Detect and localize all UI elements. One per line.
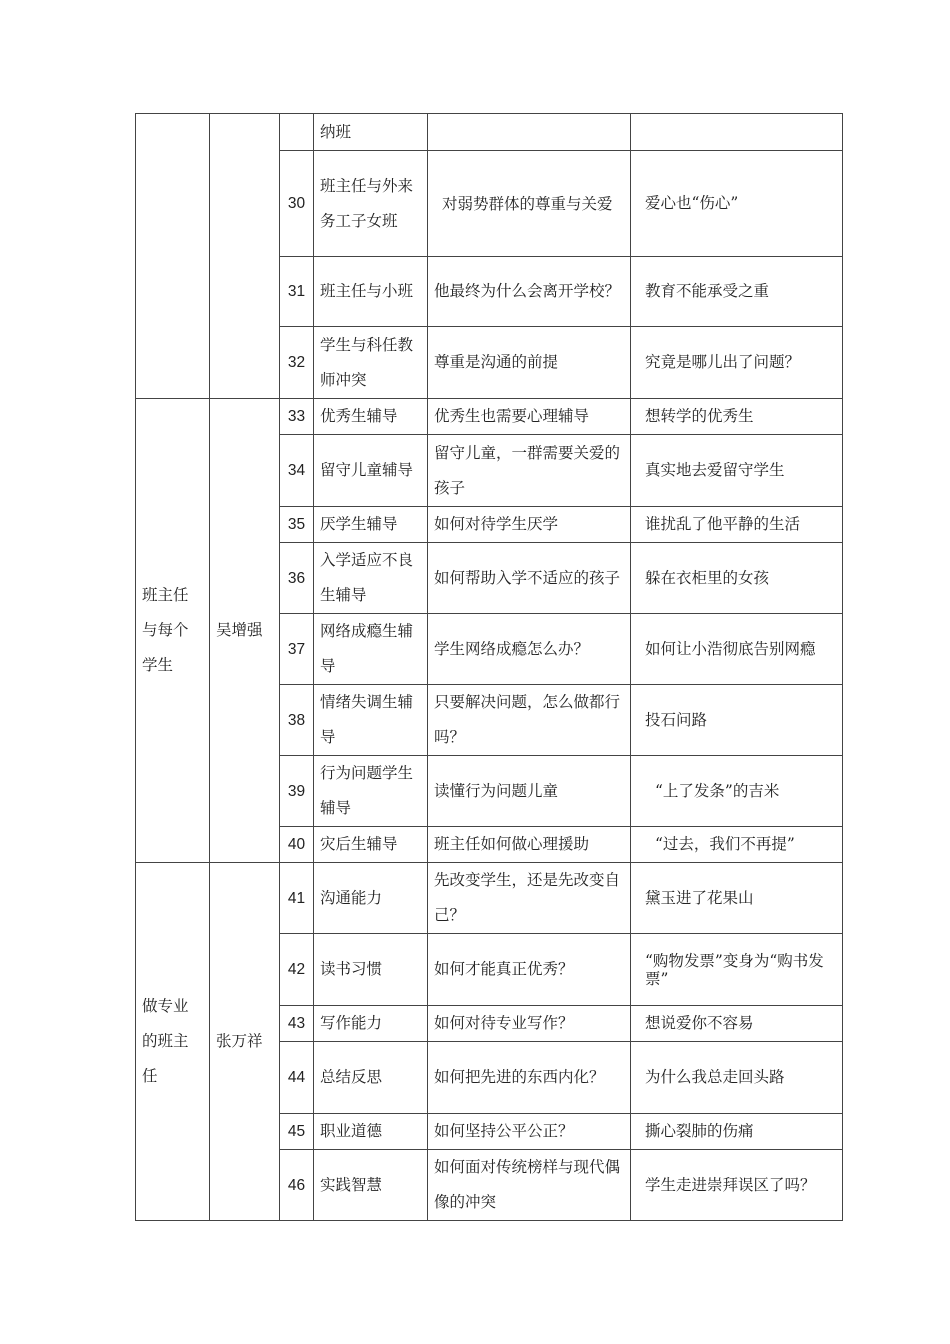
case-cell: 撕心裂肺的伤痛 xyxy=(631,1114,843,1150)
topic-cell: 职业道德 xyxy=(314,1114,428,1150)
row-number: 43 xyxy=(280,1006,314,1042)
table-row xyxy=(136,114,843,151)
case-cell xyxy=(631,114,843,151)
topic-cell: 厌学生辅导 xyxy=(314,507,428,543)
row-number: 39 xyxy=(280,756,314,827)
topic-cell: 优秀生辅导 xyxy=(314,399,428,435)
table-row xyxy=(136,399,843,435)
question-cell: 只要解决问题，怎么做都行吗？ xyxy=(428,685,631,756)
question-cell: 如何把先进的东西内化？ xyxy=(428,1042,631,1114)
case-cell: 躲在衣柜里的女孩 xyxy=(631,543,843,614)
row-number: 32 xyxy=(280,327,314,399)
row-number: 34 xyxy=(280,435,314,507)
row-number: 36 xyxy=(280,543,314,614)
case-cell: “上了发条”的吉米 xyxy=(631,756,843,827)
topic-cell: 总结反思 xyxy=(314,1042,428,1114)
question-cell: 如何帮助入学不适应的孩子 xyxy=(428,543,631,614)
topic-cell: 行为问题学生辅导 xyxy=(314,756,428,827)
topic-cell: 沟通能力 xyxy=(314,863,428,934)
case-cell: 爱心也“伤心” xyxy=(631,151,843,257)
topic-cell: 班主任与外来务工子女班 xyxy=(314,151,428,257)
author-cell: 吴增强 xyxy=(210,399,280,863)
topic-cell: 纳班 xyxy=(314,114,428,151)
row-number: 35 xyxy=(280,507,314,543)
topic-cell: 留守儿童辅导 xyxy=(314,435,428,507)
row-number: 45 xyxy=(280,1114,314,1150)
topic-cell: 班主任与小班 xyxy=(314,257,428,327)
question-cell: 读懂行为问题儿童 xyxy=(428,756,631,827)
question-cell xyxy=(428,114,631,151)
row-number: 44 xyxy=(280,1042,314,1114)
course-table xyxy=(135,113,843,1221)
case-cell: 真实地去爱留守学生 xyxy=(631,435,843,507)
question-cell: 如何面对传统榜样与现代偶像的冲突 xyxy=(428,1150,631,1221)
row-number xyxy=(280,114,314,151)
row-number: 46 xyxy=(280,1150,314,1221)
author-cell xyxy=(210,114,280,399)
question-cell: 如何对待专业写作？ xyxy=(428,1006,631,1042)
question-cell: 优秀生也需要心理辅导 xyxy=(428,399,631,435)
case-cell: 教育不能承受之重 xyxy=(631,257,843,327)
case-cell: 如何让小浩彻底告别网瘾 xyxy=(631,614,843,685)
row-number: 33 xyxy=(280,399,314,435)
topic-cell: 学生与科任教师冲突 xyxy=(314,327,428,399)
section-cell xyxy=(136,114,210,399)
case-cell: 投石问路 xyxy=(631,685,843,756)
case-cell: 想转学的优秀生 xyxy=(631,399,843,435)
question-cell: 先改变学生，还是先改变自己？ xyxy=(428,863,631,934)
row-number: 40 xyxy=(280,827,314,863)
case-cell: “购物发票”变身为“购书发票” xyxy=(631,934,843,1006)
row-number: 42 xyxy=(280,934,314,1006)
topic-cell: 实践智慧 xyxy=(314,1150,428,1221)
question-cell: 班主任如何做心理援助 xyxy=(428,827,631,863)
row-number: 38 xyxy=(280,685,314,756)
topic-cell: 情绪失调生辅导 xyxy=(314,685,428,756)
case-cell: 究竟是哪儿出了问题？ xyxy=(631,327,843,399)
question-cell: 尊重是沟通的前提 xyxy=(428,327,631,399)
section-cell: 做专业的班主任 xyxy=(136,863,210,1221)
question-cell: 如何才能真正优秀？ xyxy=(428,934,631,1006)
question-cell: 学生网络成瘾怎么办？ xyxy=(428,614,631,685)
table-row xyxy=(136,863,843,934)
case-cell: 学生走进崇拜误区了吗？ xyxy=(631,1150,843,1221)
case-cell: 为什么我总走回头路 xyxy=(631,1042,843,1114)
question-cell: 留守儿童，一群需要关爱的孩子 xyxy=(428,435,631,507)
case-cell: “过去，我们不再提” xyxy=(631,827,843,863)
topic-cell: 读书习惯 xyxy=(314,934,428,1006)
topic-cell: 灾后生辅导 xyxy=(314,827,428,863)
case-cell: 想说爱你不容易 xyxy=(631,1006,843,1042)
question-cell: 如何对待学生厌学 xyxy=(428,507,631,543)
topic-cell: 写作能力 xyxy=(314,1006,428,1042)
case-cell: 谁扰乱了他平静的生活 xyxy=(631,507,843,543)
row-number: 30 xyxy=(280,151,314,257)
topic-cell: 网络成瘾生辅导 xyxy=(314,614,428,685)
question-cell: 他最终为什么会离开学校？ xyxy=(428,257,631,327)
author-cell: 张万祥 xyxy=(210,863,280,1221)
row-number: 41 xyxy=(280,863,314,934)
question-cell: 对弱势群体的尊重与关爱 xyxy=(428,151,631,257)
section-cell: 班主任与每个学生 xyxy=(136,399,210,863)
row-number: 37 xyxy=(280,614,314,685)
topic-cell: 入学适应不良生辅导 xyxy=(314,543,428,614)
case-cell: 黛玉进了花果山 xyxy=(631,863,843,934)
question-cell: 如何坚持公平公正？ xyxy=(428,1114,631,1150)
row-number: 31 xyxy=(280,257,314,327)
